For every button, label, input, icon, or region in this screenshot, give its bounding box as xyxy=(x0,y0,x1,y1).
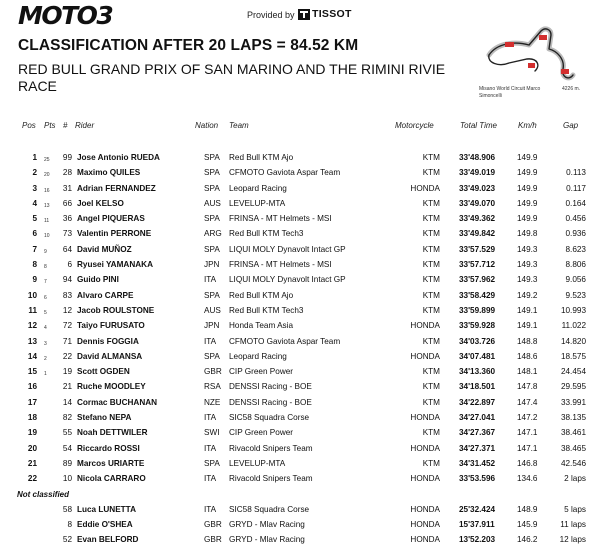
row-number: 12 xyxy=(62,305,72,315)
table-row xyxy=(0,196,593,211)
row-motorcycle: KTM xyxy=(422,198,440,208)
row-number: 22 xyxy=(62,351,72,361)
row-motorcycle: KTM xyxy=(422,153,440,162)
row-position: 4 xyxy=(32,198,37,208)
row-position: 3 xyxy=(32,183,37,193)
row-gap: 38.465 xyxy=(560,443,586,453)
row-gap: 2 laps xyxy=(564,474,586,484)
row-team: SIC58 Squadra Corse xyxy=(229,504,310,514)
row-total-time: 34'07.481 xyxy=(459,351,496,361)
row-team: DENSSI Racing - BOE xyxy=(229,397,312,407)
row-nation: GBR xyxy=(204,535,222,545)
row-number: 66 xyxy=(62,198,72,208)
row-number: 72 xyxy=(62,321,72,331)
row-speed: 149.9 xyxy=(517,214,538,224)
row-total-time: 33'57.962 xyxy=(459,275,496,285)
track-map-icon xyxy=(479,25,579,87)
row-team: Red Bull KTM Ajo xyxy=(229,153,294,162)
event-name-line2: RACE xyxy=(18,78,57,94)
row-position: 12 xyxy=(27,321,37,331)
table-row xyxy=(0,410,593,425)
row-number: 94 xyxy=(62,275,72,285)
row-motorcycle: HONDA xyxy=(410,321,440,331)
col-header-total-time: Total Time xyxy=(460,121,497,130)
row-team: Rivacold Snipers Team xyxy=(229,474,313,484)
col-header-kmh: Km/h xyxy=(518,121,537,130)
row-rider: Joel KELSO xyxy=(77,198,124,208)
row-number: 73 xyxy=(62,229,72,239)
row-gap: 5 laps xyxy=(564,504,586,514)
row-position: 11 xyxy=(28,305,37,315)
row-motorcycle: KTM xyxy=(422,168,440,178)
row-rider: Scott OGDEN xyxy=(77,367,130,377)
row-motorcycle: KTM xyxy=(422,305,440,315)
row-speed: 149.2 xyxy=(517,290,538,300)
row-team: SIC58 Squadra Corse xyxy=(229,413,310,423)
row-position: 7 xyxy=(32,244,37,254)
row-total-time: 34'27.367 xyxy=(459,428,496,438)
row-position: 6 xyxy=(32,229,37,239)
row-position: 5 xyxy=(32,214,37,224)
row-points: 11 xyxy=(44,218,50,225)
classified-rows xyxy=(0,150,593,487)
row-rider: Ryusei YAMANAKA xyxy=(77,260,153,270)
row-rider: Marcos URIARTE xyxy=(77,458,145,468)
row-points: 25 xyxy=(44,157,50,163)
row-number: 64 xyxy=(62,244,72,254)
table-row xyxy=(0,150,593,165)
row-speed: 147.1 xyxy=(517,443,538,453)
row-rider: Alvaro CARPE xyxy=(77,290,134,300)
row-speed: 149.9 xyxy=(517,183,538,193)
row-team: Leopard Racing xyxy=(229,183,287,193)
row-nation: ITA xyxy=(204,443,217,453)
row-speed: 149.3 xyxy=(517,244,538,254)
row-nation: JPN xyxy=(204,260,220,270)
row-total-time: 33'59.899 xyxy=(459,305,496,315)
row-gap: 0.113 xyxy=(566,168,586,178)
row-position: 20 xyxy=(27,443,37,453)
row-total-time: 13'52.203 xyxy=(459,535,496,545)
row-points: 1 xyxy=(44,371,47,378)
table-row xyxy=(0,288,593,303)
col-header-team: Team xyxy=(229,121,249,130)
row-total-time: 34'27.041 xyxy=(459,413,496,423)
row-total-time: 33'58.429 xyxy=(459,290,496,300)
row-rider: Cormac BUCHANAN xyxy=(77,397,158,407)
row-rider: Dennis FOGGIA xyxy=(77,336,139,346)
table-row xyxy=(0,257,593,272)
row-team: CFMOTO Gaviota Aspar Team xyxy=(229,168,341,178)
event-name-line1: RED BULL GRAND PRIX OF SAN MARINO AND THE RIMINI RIVIE xyxy=(18,61,446,77)
row-nation: SPA xyxy=(204,168,220,178)
row-motorcycle: KTM xyxy=(422,244,440,254)
table-row xyxy=(0,211,593,226)
row-rider: Ruche MOODLEY xyxy=(77,382,146,392)
row-nation: ITA xyxy=(204,336,217,346)
row-motorcycle: KTM xyxy=(422,260,440,270)
row-gap: 0.456 xyxy=(565,214,586,224)
row-team: Honda Team Asia xyxy=(229,321,294,331)
row-position: 10 xyxy=(27,290,37,300)
row-motorcycle: KTM xyxy=(422,229,440,239)
row-team: LIQUI MOLY Dynavolt Intact GP xyxy=(229,275,346,285)
row-speed: 146.8 xyxy=(517,458,538,468)
row-number: 31 xyxy=(62,183,72,193)
col-header-num: # xyxy=(63,121,68,130)
row-gap: 8.806 xyxy=(565,260,586,270)
col-header-pos: Pos xyxy=(22,121,36,130)
row-motorcycle: HONDA xyxy=(410,519,440,529)
row-motorcycle: KTM xyxy=(422,458,440,468)
table-row xyxy=(0,395,593,410)
row-nation: SPA xyxy=(204,351,220,361)
row-speed: 149.8 xyxy=(517,229,538,239)
row-motorcycle: KTM xyxy=(422,214,440,224)
row-speed: 148.9 xyxy=(517,504,538,514)
row-gap: 9.056 xyxy=(565,275,586,285)
row-rider: Eddie O'SHEA xyxy=(77,519,133,529)
row-team: CFMOTO Gaviota Aspar Team xyxy=(229,336,341,346)
row-rider: Stefano NEPA xyxy=(77,413,132,423)
row-position: 8 xyxy=(32,260,37,270)
row-rider: Maximo QUILES xyxy=(77,168,141,178)
row-points: 3 xyxy=(44,340,47,347)
row-speed: 147.8 xyxy=(517,382,538,392)
row-nation: SPA xyxy=(204,214,220,224)
row-team: LEVELUP-MTA xyxy=(229,198,286,208)
row-speed: 147.1 xyxy=(517,428,538,438)
row-points: 5 xyxy=(44,309,47,316)
row-total-time: 33'49.842 xyxy=(459,229,496,239)
table-row xyxy=(0,226,593,241)
row-number: 55 xyxy=(62,428,72,438)
row-number: 58 xyxy=(62,504,72,514)
circuit-name: Misano World Circuit Marco Simoncelli xyxy=(479,86,541,99)
row-motorcycle: HONDA xyxy=(410,504,440,514)
row-total-time: 34'27.371 xyxy=(459,443,496,453)
row-number: 83 xyxy=(62,290,72,300)
row-gap: 24.454 xyxy=(560,367,586,377)
table-row xyxy=(0,242,593,257)
row-position: 9 xyxy=(32,275,37,285)
row-gap: 38.135 xyxy=(560,413,586,423)
row-nation: AUS xyxy=(204,198,221,208)
row-team: Rivacold Snipers Team xyxy=(229,443,313,453)
row-nation: ITA xyxy=(204,504,217,514)
row-position: 2 xyxy=(32,168,37,178)
row-total-time: 34'18.501 xyxy=(459,382,496,392)
moto3-logo xyxy=(18,3,112,29)
row-number: 19 xyxy=(62,367,72,377)
row-position: 19 xyxy=(27,428,37,438)
row-team: LEVELUP-MTA xyxy=(229,458,286,468)
row-team: Red Bull KTM Tech3 xyxy=(229,305,304,315)
row-team: Leopard Racing xyxy=(229,351,287,361)
row-speed: 149.3 xyxy=(517,275,538,285)
row-speed: 149.9 xyxy=(517,168,538,178)
row-total-time: 33'49.070 xyxy=(459,198,496,208)
row-speed: 148.1 xyxy=(517,367,538,377)
logo-text: MOTO3 xyxy=(18,1,113,30)
table-row xyxy=(0,364,593,379)
table-row xyxy=(0,456,593,471)
row-number: 10 xyxy=(62,474,72,484)
row-motorcycle: KTM xyxy=(422,367,440,377)
row-position: 22 xyxy=(27,474,37,484)
row-total-time: 34'31.452 xyxy=(459,458,496,468)
row-rider: Guido PINI xyxy=(77,275,119,285)
row-gap: 11.022 xyxy=(561,321,586,331)
table-row xyxy=(0,379,593,394)
row-motorcycle: HONDA xyxy=(410,351,440,361)
row-motorcycle: HONDA xyxy=(410,474,440,484)
row-motorcycle: HONDA xyxy=(410,183,440,193)
row-total-time: 33'48.906 xyxy=(459,153,496,162)
row-team: Red Bull KTM Tech3 xyxy=(229,229,304,239)
row-nation: SPA xyxy=(204,458,220,468)
row-points: 20 xyxy=(44,172,50,179)
row-nation: ITA xyxy=(204,413,217,423)
row-motorcycle: KTM xyxy=(422,397,440,407)
page-title: CLASSIFICATION AFTER 20 LAPS = 84.52 KM xyxy=(18,37,359,54)
row-motorcycle: HONDA xyxy=(410,535,440,545)
table-row xyxy=(0,181,593,196)
row-gap: 42.546 xyxy=(560,458,586,468)
row-position: 18 xyxy=(27,413,37,423)
row-number: 71 xyxy=(62,336,72,346)
col-header-nation: Nation xyxy=(195,121,219,130)
row-speed: 149.3 xyxy=(517,260,538,270)
not-classified-rows xyxy=(0,502,593,548)
row-motorcycle: KTM xyxy=(422,336,440,346)
row-team: FRINSA - MT Helmets - MSI xyxy=(229,214,332,224)
row-team: GRYD - Mlav Racing xyxy=(229,535,305,545)
row-number: 21 xyxy=(62,382,72,392)
row-motorcycle: KTM xyxy=(422,428,440,438)
sponsor-logo: TISSOT xyxy=(312,8,352,20)
row-position: 14 xyxy=(27,351,37,361)
row-points: 6 xyxy=(44,294,47,301)
row-total-time: 33'57.529 xyxy=(459,244,496,254)
row-total-time: 33'59.928 xyxy=(459,321,496,331)
table-row xyxy=(0,318,593,333)
row-team: Red Bull KTM Ajo xyxy=(229,290,294,300)
row-number: 36 xyxy=(62,214,72,224)
row-speed: 148.8 xyxy=(517,336,538,346)
row-number: 52 xyxy=(62,535,72,545)
row-gap: 9.523 xyxy=(565,290,586,300)
not-classified-label: Not classified xyxy=(17,489,70,499)
tissot-cross-icon xyxy=(298,9,310,20)
provided-by-label: Provided by xyxy=(247,10,295,20)
row-gap: 0.117 xyxy=(566,183,586,193)
row-gap: 8.623 xyxy=(565,244,586,254)
row-nation: JPN xyxy=(204,321,220,331)
row-team: FRINSA - MT Helmets - MSI xyxy=(229,260,332,270)
row-points: 7 xyxy=(44,279,47,286)
row-total-time: 33'53.596 xyxy=(459,474,496,484)
row-gap: 0.164 xyxy=(565,198,586,208)
col-header-pts: Pts xyxy=(44,121,56,130)
row-team: CIP Green Power xyxy=(229,428,294,438)
row-rider: David MUÑOZ xyxy=(77,244,132,254)
row-nation: ITA xyxy=(204,474,217,484)
table-row xyxy=(0,517,593,532)
not-classified-section xyxy=(0,487,593,502)
row-team: DENSSI Racing - BOE xyxy=(229,382,312,392)
row-position: 1 xyxy=(32,153,37,162)
table-row xyxy=(0,303,593,318)
row-gap: 12 laps xyxy=(559,535,586,545)
row-gap: 18.575 xyxy=(560,351,586,361)
row-total-time: 33'49.023 xyxy=(459,183,496,193)
row-team: CIP Green Power xyxy=(229,367,294,377)
row-speed: 149.1 xyxy=(517,321,538,331)
row-rider: Evan BELFORD xyxy=(77,535,139,545)
row-speed: 149.1 xyxy=(517,305,538,315)
row-rider: Jose Antonio RUEDA xyxy=(77,153,160,162)
row-speed: 149.9 xyxy=(517,153,538,162)
row-points: 8 xyxy=(44,264,47,271)
row-speed: 145.9 xyxy=(517,519,538,529)
row-speed: 134.6 xyxy=(517,474,538,484)
row-total-time: 34'03.726 xyxy=(459,336,496,346)
row-motorcycle: KTM xyxy=(422,275,440,285)
row-number: 99 xyxy=(62,153,72,162)
row-gap: 10.993 xyxy=(560,305,586,315)
table-row xyxy=(0,502,593,517)
row-total-time: 33'49.019 xyxy=(459,168,496,178)
row-total-time: 33'49.362 xyxy=(459,214,496,224)
row-total-time: 34'13.360 xyxy=(459,367,496,377)
row-rider: Angel PIQUERAS xyxy=(77,214,145,224)
table-row xyxy=(0,165,593,180)
row-gap: 33.991 xyxy=(560,397,586,407)
row-gap: 38.461 xyxy=(560,428,586,438)
row-rider: Taiyo FURUSATO xyxy=(77,321,145,331)
row-speed: 147.2 xyxy=(517,413,538,423)
classification-table xyxy=(0,150,593,547)
row-position: 13 xyxy=(27,336,37,346)
row-nation: RSA xyxy=(204,382,221,392)
row-number: 14 xyxy=(62,397,72,407)
row-gap: 0.936 xyxy=(565,229,586,239)
row-number: 6 xyxy=(67,260,72,270)
row-speed: 148.6 xyxy=(517,351,538,361)
col-header-motorcycle: Motorcycle xyxy=(395,121,434,130)
table-row xyxy=(0,441,593,456)
circuit-length: 4226 m. xyxy=(562,86,581,92)
row-nation: GBR xyxy=(204,367,222,377)
row-nation: ITA xyxy=(204,275,217,285)
row-rider: Jacob ROULSTONE xyxy=(77,305,155,315)
row-nation: SPA xyxy=(204,290,220,300)
col-header-rider: Rider xyxy=(75,121,95,130)
row-points: 16 xyxy=(44,187,50,194)
event-name xyxy=(18,61,468,95)
row-nation: AUS xyxy=(204,305,221,315)
row-rider: Riccardo ROSSI xyxy=(77,443,140,453)
row-number: 28 xyxy=(62,168,72,178)
row-points: 2 xyxy=(44,355,47,362)
row-position: 16 xyxy=(27,382,37,392)
row-speed: 146.2 xyxy=(517,535,538,545)
row-speed: 149.9 xyxy=(517,198,538,208)
row-rider: David ALMANSA xyxy=(77,351,143,361)
row-position: 17 xyxy=(27,397,37,407)
row-team: GRYD - Mlav Racing xyxy=(229,519,305,529)
table-row xyxy=(0,471,593,486)
row-points: 9 xyxy=(44,248,47,255)
row-rider: Valentin PERRONE xyxy=(77,229,152,239)
table-row xyxy=(0,334,593,349)
table-row xyxy=(0,532,593,547)
row-speed: 147.4 xyxy=(517,397,538,407)
row-rider: Adrian FERNANDEZ xyxy=(77,183,156,193)
table-row xyxy=(0,425,593,440)
row-points: 13 xyxy=(44,202,50,209)
row-rider: Noah DETTWILER xyxy=(77,428,148,438)
table-row xyxy=(0,349,593,364)
row-nation: SWI xyxy=(204,428,220,438)
row-team: LIQUI MOLY Dynavolt Intact GP xyxy=(229,244,346,254)
row-position: 15 xyxy=(27,367,37,377)
row-gap: 11 laps xyxy=(560,519,586,529)
row-rider: Luca LUNETTA xyxy=(77,504,136,514)
row-number: 89 xyxy=(62,458,72,468)
row-nation: SPA xyxy=(204,183,220,193)
row-total-time: 33'57.712 xyxy=(459,260,496,270)
table-row xyxy=(0,272,593,287)
row-motorcycle: KTM xyxy=(422,290,440,300)
row-points: 4 xyxy=(44,325,47,332)
row-gap: 14.820 xyxy=(560,336,586,346)
row-nation: SPA xyxy=(204,244,220,254)
row-motorcycle: HONDA xyxy=(410,443,440,453)
row-motorcycle: HONDA xyxy=(410,413,440,423)
row-number: 54 xyxy=(62,443,72,453)
row-position: 21 xyxy=(27,458,37,468)
row-nation: SPA xyxy=(204,153,220,162)
row-nation: ARG xyxy=(204,229,222,239)
row-number: 8 xyxy=(67,519,72,529)
row-number: 82 xyxy=(62,413,72,423)
row-points: 10 xyxy=(44,233,50,240)
row-nation: GBR xyxy=(204,519,222,529)
row-motorcycle: KTM xyxy=(422,382,440,392)
row-gap: 29.595 xyxy=(560,382,586,392)
row-total-time: 15'37.911 xyxy=(459,519,495,529)
row-rider: Nicola CARRARO xyxy=(77,474,146,484)
row-total-time: 25'32.424 xyxy=(459,504,496,514)
col-header-gap: Gap xyxy=(563,121,579,130)
row-total-time: 34'22.897 xyxy=(459,397,496,407)
row-nation: NZE xyxy=(204,397,221,407)
